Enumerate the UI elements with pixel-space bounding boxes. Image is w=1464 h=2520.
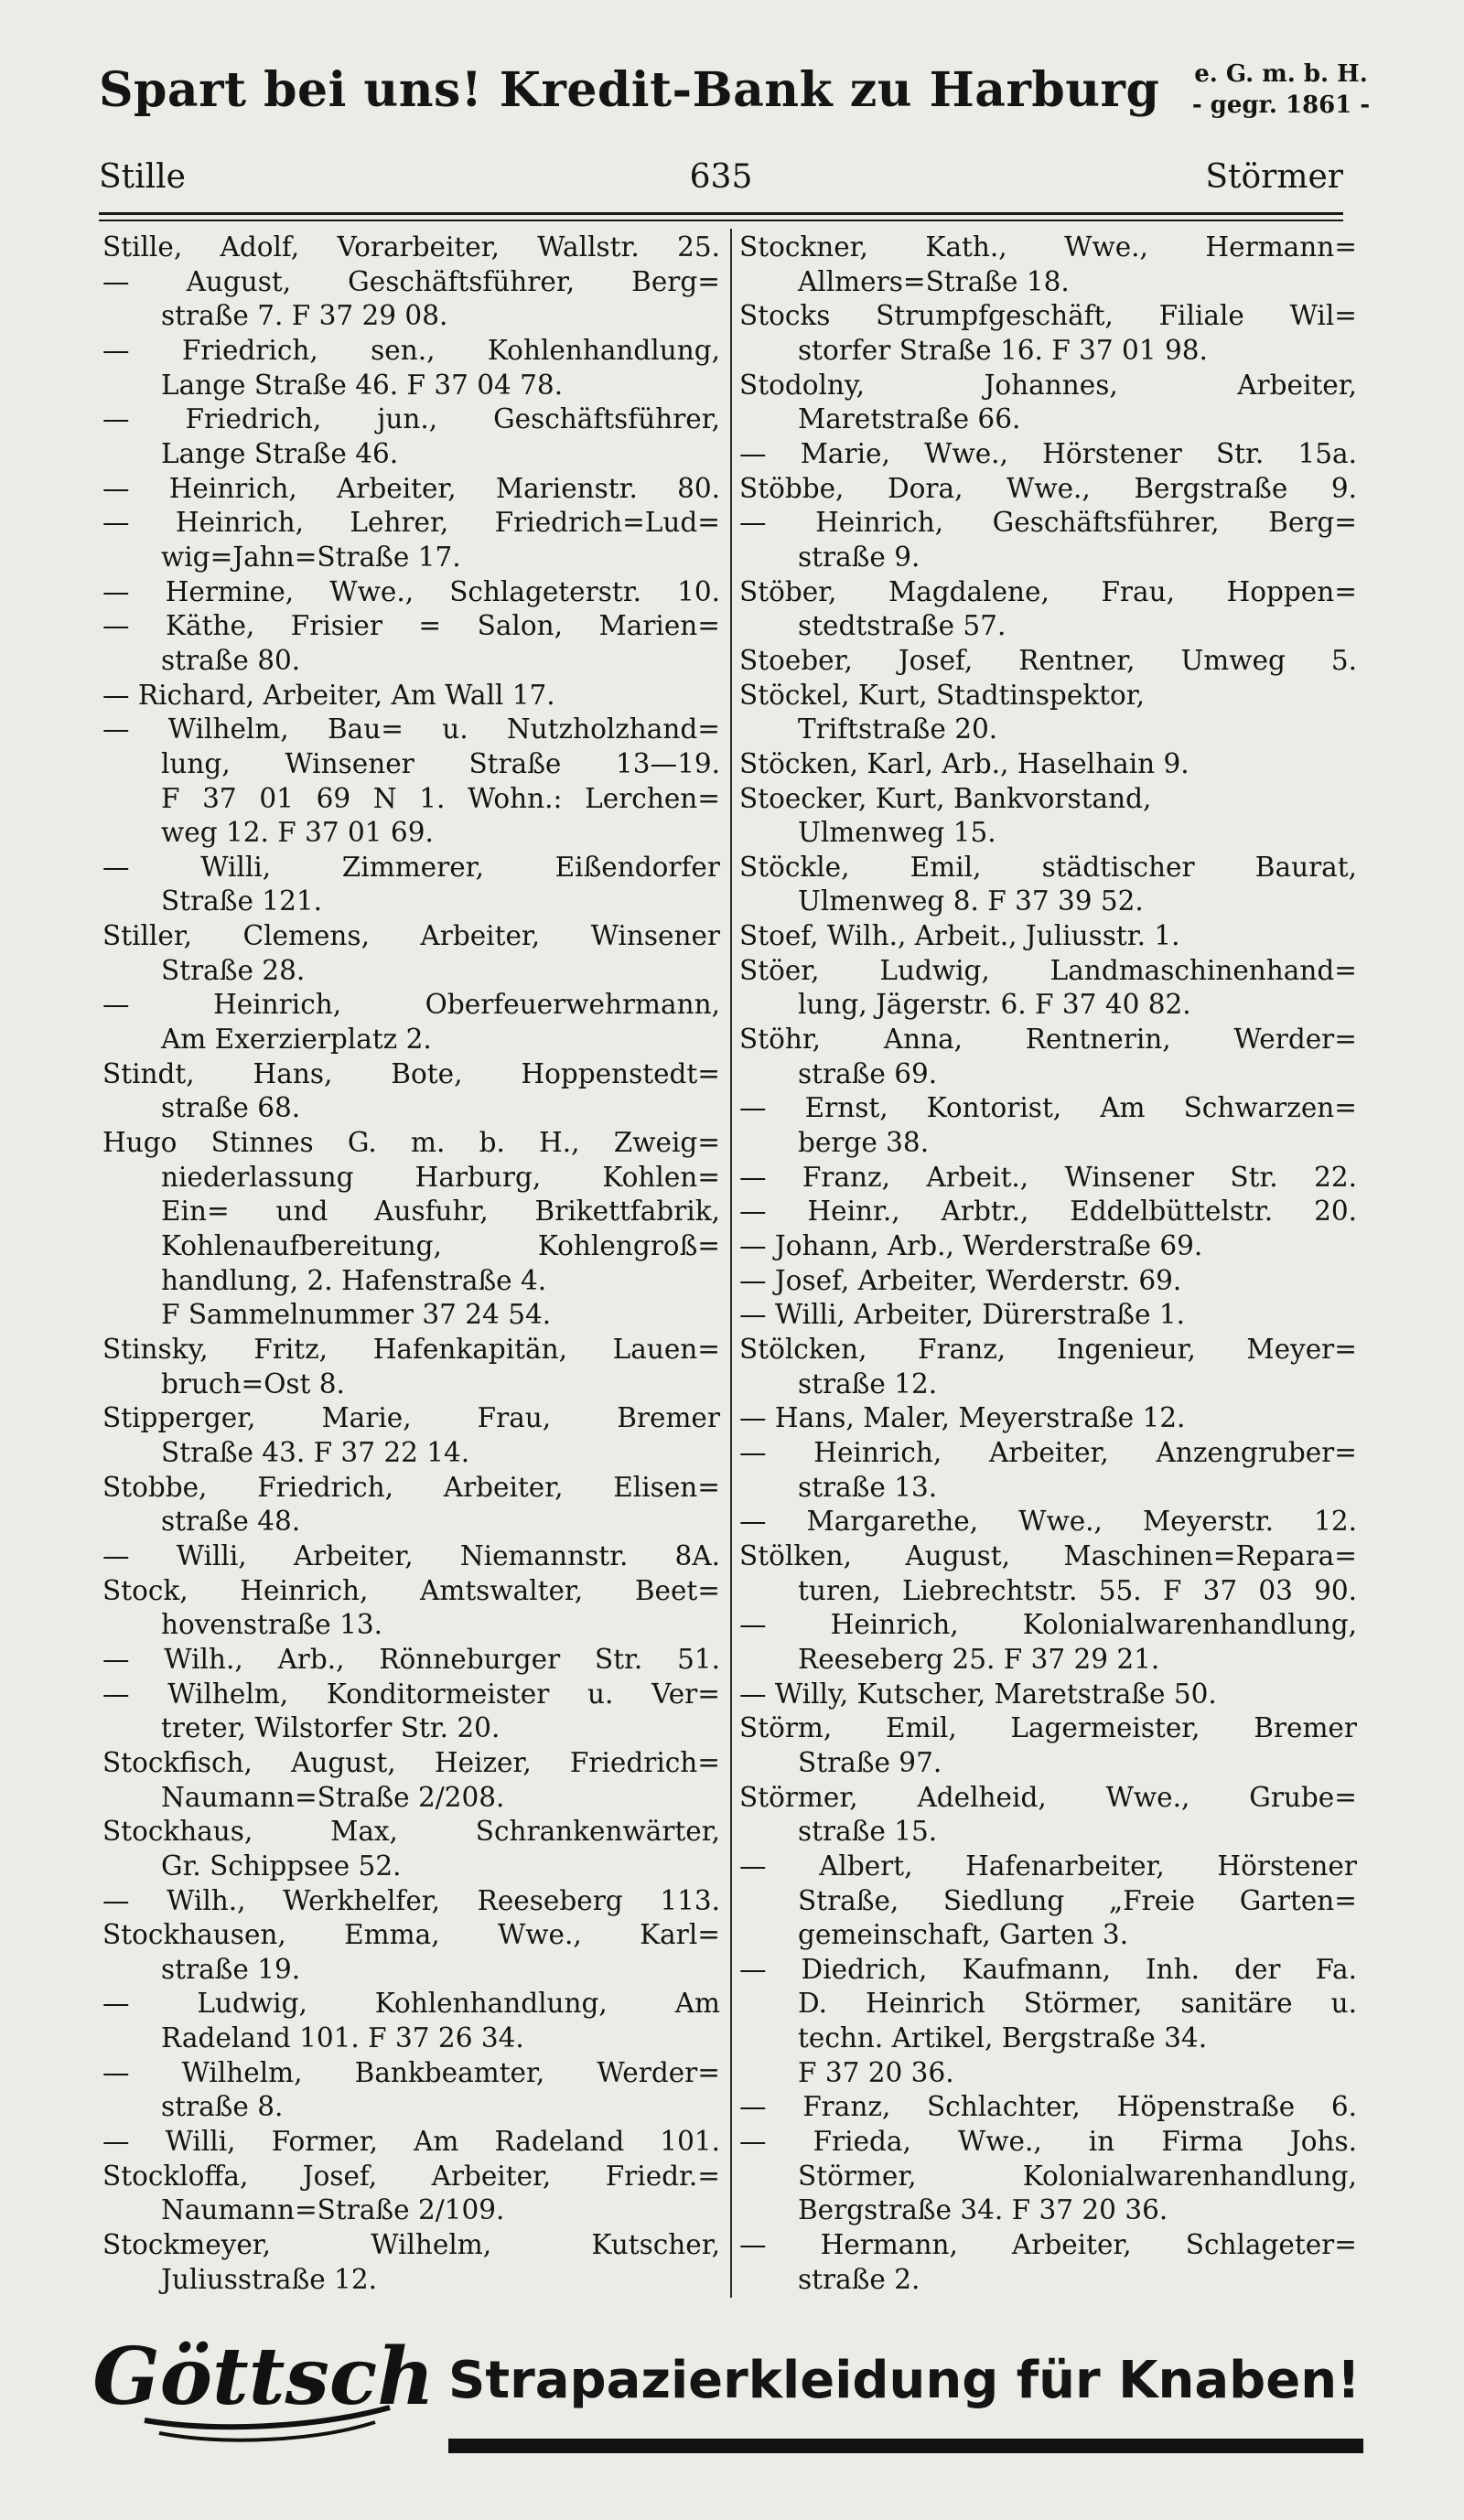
entry-line: — Willy, Kutscher, Maretstraße 50. [739,1678,1217,1710]
entry-continuation-line: Straße, Siedlung „Freie Garten= [798,1884,1357,1916]
entry-line: Stockloffa, Josef, Arbeiter, Friedr.= [102,2160,720,2192]
entry-continuation-line: bruch=Ost 8. [161,1367,345,1399]
entry-line: Stockhausen, Emma, Wwe., Karl= [102,1919,720,1951]
entry-line: Stölcken, Franz, Ingenieur, Meyer= [739,1334,1357,1365]
entry-line: — Heinrich, Kolonialwarenhandlung, [739,1609,1357,1641]
entry-continuation-line: Bergstraße 34. F 37 20 36. [798,2194,1168,2226]
entry-continuation-line: F Sammelnummer 37 24 54. [161,1299,552,1331]
entry-continuation-line: Reeseberg 25. F 37 29 21. [798,1643,1160,1675]
entry-continuation-line: lung, Jägerstr. 6. F 37 40 82. [798,989,1191,1021]
entry-continuation-line: Allmers=Straße 18. [798,265,1070,297]
entry-line: — Heinrich, Arbeiter, Marienstr. 80. [102,472,720,504]
entry-continuation-line: Juliusstraße 12. [161,2263,377,2295]
entry-continuation-line: Ulmenweg 8. F 37 39 52. [798,885,1144,917]
page-number: 635 [689,158,753,196]
entry-continuation-line: storfer Straße 16. F 37 01 98. [798,334,1208,366]
entry-line: — Heinr., Arbtr., Eddelbüttelstr. 20. [739,1196,1357,1228]
entry-continuation-line: Radeland 101. F 37 26 34. [161,2022,524,2054]
entry-continuation-line: straße 80. [161,644,301,676]
brand-logo [92,2312,435,2455]
entry-continuation-line: Maretstraße 66. [798,403,1021,435]
header-rule-thick [99,212,1343,215]
top-ad-founded: - gegr. 1861 - [1191,91,1371,119]
entry-line: — Käthe, Frisier = Salon, Marien= [102,610,720,642]
entry-line: — Heinrich, Oberfeuerwehrmann, [102,989,720,1021]
entry-line: — Wilh., Arb., Rönneburger Str. 51. [102,1643,720,1675]
top-ad-slogan: Spart bei uns! Kredit-Bank zu Harburg [99,62,1160,118]
entry-continuation-line: Triftstraße 20. [798,713,998,745]
entry-line: — Wilh., Werkhelfer, Reeseberg 113. [102,1884,720,1916]
entry-line: — Frieda, Wwe., in Firma Johs. [739,2126,1357,2158]
entry-continuation-line: Straße 121. [161,885,322,917]
entry-line: — Ernst, Kontorist, Am Schwarzen= [739,1092,1357,1124]
entry-line: — Friedrich, jun., Geschäftsführer, [102,403,720,435]
entry-line: — Willi, Former, Am Radeland 101. [102,2126,720,2158]
bottom-advertisement [92,2312,1380,2475]
entry-continuation-line: hovenstraße 13. [161,1609,383,1641]
right-column [739,231,1357,2297]
entry-continuation-line: Gr. Schippsee 52. [161,1850,402,1882]
entry-line: — Hermann, Arbeiter, Schlageter= [739,2229,1357,2261]
top-ad-legal-form: e. G. m. b. H. [1194,60,1368,88]
entry-line: — Heinrich, Lehrer, Friedrich=Lud= [102,507,720,539]
entry-continuation-line: straße 7. F 37 29 08. [161,300,448,332]
entry-continuation-line: Straße 97. [798,1746,942,1778]
entry-continuation-line: Am Exerzierplatz 2. [161,1024,432,1056]
entry-line: Stindt, Hans, Bote, Hoppenstedt= [102,1057,720,1089]
entry-line: — Johann, Arb., Werderstraße 69. [739,1230,1203,1262]
entry-line: — Josef, Arbeiter, Werderstr. 69. [739,1264,1182,1296]
entry-line: Stodolny, Johannes, Arbeiter, [739,369,1357,401]
entry-continuation-line: Straße 28. [161,954,306,986]
entry-continuation-line: straße 2. [798,2263,920,2295]
entry-continuation-line: Ein= und Ausfuhr, Brikettfabrik, [161,1196,720,1228]
entry-continuation-line: straße 15. [798,1816,938,1848]
entry-line: — Wilhelm, Bau= u. Nutzholzhand= [102,713,720,745]
entry-line: — Heinrich, Geschäftsführer, Berg= [739,507,1357,539]
entry-continuation-line: Störmer, Kolonialwarenhandlung, [798,2160,1357,2192]
top-advertisement [99,53,1372,128]
entry-continuation-line: straße 12. [798,1367,938,1399]
entry-continuation-line: straße 68. [161,1092,301,1124]
entry-line: — Hermine, Wwe., Schlageterstr. 10. [102,575,720,607]
entry-line: — Franz, Arbeit., Winsener Str. 22. [739,1161,1357,1193]
entry-line: Stockner, Kath., Wwe., Hermann= [739,231,1357,263]
entry-line: Stöckel, Kurt, Stadtinspektor, [739,679,1146,711]
entry-line: Störmer, Adelheid, Wwe., Grube= [739,1781,1357,1813]
entry-line: Stoef, Wilh., Arbeit., Juliusstr. 1. [739,920,1180,952]
entry-line: Stöckle, Emil, städtischer Baurat, [739,851,1357,883]
entry-line: — Willi, Arbeiter, Dürerstraße 1. [739,1299,1185,1331]
entry-continuation-line: Naumann=Straße 2/208. [161,1781,505,1813]
entry-line: Stockmeyer, Wilhelm, Kutscher, [102,2229,720,2261]
running-head-first-entry: Stille [99,158,186,196]
entry-line: Stille, Adolf, Vorarbeiter, Wallstr. 25. [102,231,720,263]
entry-continuation-line: gemeinschaft, Garten 3. [798,1919,1129,1951]
entry-line: Stipperger, Marie, Frau, Bremer [102,1402,720,1434]
entry-line: Stoecker, Kurt, Bankvorstand, [739,782,1152,814]
running-head-last-entry: Störmer [1205,158,1343,196]
entry-line: — Heinrich, Arbeiter, Anzengruber= [739,1436,1357,1468]
entry-line: Stöer, Ludwig, Landmaschinenhand= [739,954,1357,986]
entry-continuation-line: straße 9. [798,541,920,573]
entry-line: — Wilhelm, Konditormeister u. Ver= [102,1678,720,1710]
entry-continuation-line: techn. Artikel, Bergstraße 34. [798,2022,1208,2054]
entry-continuation-line: straße 48. [161,1506,301,1538]
entry-continuation-line: Lange Straße 46. [161,437,399,469]
entry-line: — Hans, Maler, Meyerstraße 12. [739,1402,1186,1434]
entry-line: Stocks Strumpfgeschäft, Filiale Wil= [739,300,1357,332]
entry-continuation-line: turen, Liebrechtstr. 55. F 37 03 90. [798,1574,1357,1606]
entry-line: — Albert, Hafenarbeiter, Hörstener [739,1850,1357,1882]
entry-continuation-line: F 37 01 69 N 1. Wohn.: Lerchen= [161,782,720,814]
entry-line: Stoeber, Josef, Rentner, Umweg 5. [739,644,1357,676]
entry-line: Stinsky, Fritz, Hafenkapitän, Lauen= [102,1334,720,1365]
running-head [99,155,1343,199]
entry-line: Stöbbe, Dora, Wwe., Bergstraße 9. [739,472,1357,504]
entry-line: Stobbe, Friedrich, Arbeiter, Elisen= [102,1471,720,1503]
entry-line: — Wilhelm, Bankbeamter, Werder= [102,2056,720,2088]
left-column [102,231,720,2297]
entry-line: — Friedrich, sen., Kohlenhandlung, [102,334,720,366]
column-divider [730,229,732,2298]
entry-line: — Richard, Arbeiter, Am Wall 17. [102,679,555,711]
entry-continuation-line: straße 13. [798,1471,938,1503]
entry-continuation-line: berge 38. [798,1127,930,1159]
entry-continuation-line: D. Heinrich Störmer, sanitäre u. [798,1988,1357,2020]
entry-continuation-line: straße 19. [161,1953,301,1985]
entry-continuation-line: lung, Winsener Straße 13—19. [161,747,720,779]
entry-line: — Willi, Arbeiter, Niemannstr. 8A. [102,1539,720,1571]
entry-line: Hugo Stinnes G. m. b. H., Zweig= [102,1127,720,1159]
header-rule-thin [99,220,1343,221]
entry-continuation-line: wig=Jahn=Straße 17. [161,541,461,573]
entry-continuation-line: treter, Wilstorfer Str. 20. [161,1712,501,1744]
brand-logo-text: Göttsch [92,2331,435,2423]
entry-continuation-line: Lange Straße 46. F 37 04 78. [161,369,564,401]
entry-line: — Margarethe, Wwe., Meyerstr. 12. [739,1506,1357,1538]
entry-line: Stockfisch, August, Heizer, Friedrich= [102,1746,720,1778]
entry-continuation-line: Kohlenaufbereitung, Kohlengroß= [161,1230,720,1262]
entry-continuation-line: F 37 20 36. [798,2056,954,2088]
entry-continuation-line: niederlassung Harburg, Kohlen= [161,1161,720,1193]
entry-continuation-line: straße 69. [798,1057,938,1089]
entry-continuation-line: Naumann=Straße 2/109. [161,2194,505,2226]
entry-continuation-line: handlung, 2. Hafenstraße 4. [161,1264,547,1296]
entry-line: Stöber, Magdalene, Frau, Hoppen= [739,575,1357,607]
entry-line: Stock, Heinrich, Amtswalter, Beet= [102,1574,720,1606]
entry-line: Stockhaus, Max, Schrankenwärter, [102,1816,720,1848]
top-ad-legal-block [1190,59,1372,121]
entry-line: Stöcken, Karl, Arb., Haselhain 9. [739,747,1190,779]
entry-continuation-line: weg 12. F 37 01 69. [161,817,434,849]
entry-continuation-line: stedtstraße 57. [798,610,1006,642]
entry-line: Stölken, August, Maschinen=Repara= [739,1539,1357,1571]
entry-line: — Franz, Schlachter, Höpenstraße 6. [739,2091,1357,2123]
entry-continuation-line: straße 8. [161,2091,284,2123]
bottom-ad-headline: Strapazierkleidung für Knaben! [448,2351,1361,2410]
entry-line: — Marie, Wwe., Hörstener Str. 15a. [739,437,1357,469]
entry-line: Stiller, Clemens, Arbeiter, Winsener [102,920,720,952]
entry-line: — Willi, Zimmerer, Eißendorfer [102,851,720,883]
entry-line: — August, Geschäftsführer, Berg= [102,265,720,297]
entry-line: Störm, Emil, Lagermeister, Bremer [739,1712,1357,1744]
entry-line: — Diedrich, Kaufmann, Inh. der Fa. [739,1953,1357,1985]
bottom-ad-underline-bar [448,2439,1363,2453]
entry-continuation-line: Straße 43. F 37 22 14. [161,1436,470,1468]
entry-line: Stöhr, Anna, Rentnerin, Werder= [739,1024,1357,1056]
entry-continuation-line: Ulmenweg 15. [798,817,996,849]
entry-line: — Ludwig, Kohlenhandlung, Am [102,1988,720,2020]
